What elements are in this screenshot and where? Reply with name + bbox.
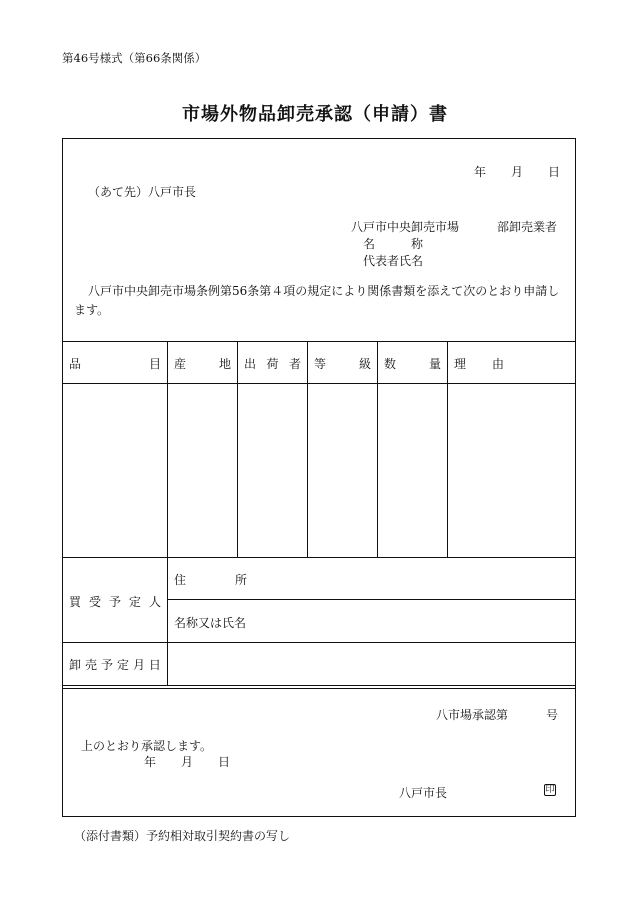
- buyer-name-label: 名称又は氏名: [174, 616, 247, 630]
- seal-icon: 印: [545, 785, 555, 795]
- mayor-label: 八戸市長: [399, 786, 448, 800]
- date-year-label: 年: [474, 165, 487, 179]
- form-id: 第46号様式（第66条関係）: [62, 51, 207, 65]
- column-divider: [167, 341, 168, 685]
- column-divider: [237, 341, 238, 557]
- buyer-address-label: 住 所: [174, 573, 248, 587]
- divider: [62, 557, 576, 558]
- application-body: ます。: [74, 303, 110, 317]
- name-label: 名: [363, 237, 376, 251]
- divider: [62, 685, 576, 686]
- date-day-label: 日: [548, 165, 561, 179]
- header-grade: 等 級: [314, 357, 371, 371]
- approval-statement: 上のとおり承認します。: [81, 739, 213, 753]
- header-origin: 産 地: [174, 357, 231, 371]
- header-shipper: 出 荷 者: [244, 357, 301, 371]
- divider: [62, 341, 576, 342]
- divider: [167, 599, 576, 600]
- column-divider: [377, 341, 378, 557]
- applicant-market: 八戸市中央卸売市場: [351, 220, 460, 234]
- divider: [62, 688, 576, 689]
- approval-date-year: 年: [144, 755, 157, 769]
- application-body: 八戸市中央卸売市場条例第56条第４項の規定により関係書類を添えて次のとおり申請し: [88, 284, 560, 298]
- addressee: （あて先）八戸市長: [88, 185, 197, 199]
- applicant-type: 部卸売業者: [497, 220, 558, 234]
- name-label: 称: [411, 237, 424, 251]
- header-quantity: 数 量: [384, 357, 441, 371]
- header-item: 品 目: [69, 357, 161, 371]
- column-divider: [447, 341, 448, 557]
- date-month-label: 月: [511, 165, 524, 179]
- attachment-note: （添付書類）予約相対取引契約書の写し: [74, 829, 291, 843]
- column-divider: [307, 341, 308, 557]
- buyer-label: 買 受 予 定 人: [69, 595, 161, 609]
- page-title: 市場外物品卸売承認（申請）書: [182, 104, 448, 125]
- approval-date-month: 月: [181, 755, 194, 769]
- divider: [62, 642, 576, 643]
- representative-label: 代表者氏名: [363, 254, 424, 268]
- header-reason: 理 由: [454, 357, 505, 371]
- divider: [62, 383, 576, 384]
- approval-number-prefix: 八市場承認第: [436, 708, 509, 722]
- approval-date-day: 日: [218, 755, 231, 769]
- approval-number-suffix: 号: [546, 708, 559, 722]
- wholesale-date-label: 卸 売 予 定 月 日: [69, 658, 161, 672]
